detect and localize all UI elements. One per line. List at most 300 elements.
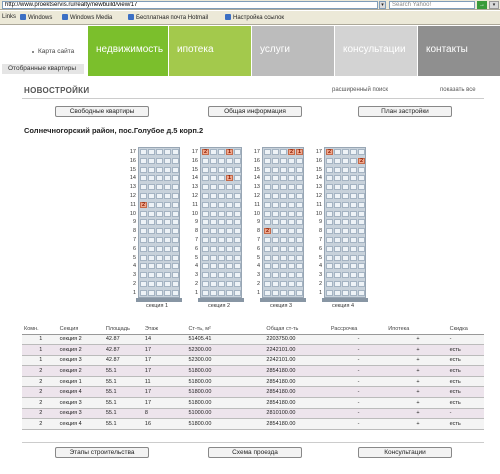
- column-header[interactable]: Рассрочка: [329, 325, 386, 334]
- apartment-cell: [334, 246, 341, 252]
- table-row[interactable]: [22, 387, 484, 398]
- apartment-cell: [272, 219, 279, 225]
- column-header[interactable]: Ст-ть, м²: [186, 325, 264, 334]
- floor-number: 15: [191, 166, 198, 173]
- apartment-cell: [264, 184, 271, 190]
- apartment-cell: [202, 158, 209, 164]
- apartment-cell: [218, 211, 225, 217]
- apartment-cell: [234, 184, 241, 190]
- table-cell: +: [386, 398, 447, 409]
- apartment-cell: [234, 167, 241, 173]
- page-icon: [20, 14, 26, 20]
- apartment-cell: [342, 158, 349, 164]
- apartment-cell: [148, 184, 155, 190]
- apartment-cell: [234, 149, 241, 155]
- floor-number: 16: [129, 157, 136, 164]
- bookmark-windows-media[interactable]: Windows Media: [62, 14, 112, 21]
- apartment-cell: [264, 193, 271, 199]
- apartment-cell: [264, 281, 271, 287]
- free-apartment[interactable]: 2: [141, 201, 146, 208]
- column-header[interactable]: Этаж: [143, 325, 187, 334]
- apartment-cell: [280, 184, 287, 190]
- apartment-cell: [172, 167, 179, 173]
- apartment-cell: [148, 281, 155, 287]
- apartment-cell: [148, 167, 155, 173]
- apartment-cell: [202, 272, 209, 278]
- free-apartment[interactable]: 1: [297, 149, 302, 155]
- apartment-cell: [334, 263, 341, 269]
- apartment-cell: [148, 228, 155, 234]
- table-cell: 2: [22, 398, 58, 409]
- apartment-cell: [234, 237, 241, 243]
- table-cell: -: [329, 355, 386, 366]
- table-row[interactable]: [22, 408, 484, 419]
- apartment-cell: [342, 255, 349, 261]
- apartment-cell: [210, 167, 217, 173]
- apartment-cell: [202, 246, 209, 252]
- apartment-cell: [358, 255, 365, 261]
- apartment-cell: [288, 272, 295, 278]
- apartment-cell: [218, 290, 225, 296]
- apartment-cell: [226, 255, 233, 261]
- apartment-cell: [342, 211, 349, 217]
- bookmark-hotmail[interactable]: Бесплатная почта Hotmail: [128, 14, 208, 21]
- apartment-cell: [234, 246, 241, 252]
- apartment-cell: [148, 211, 155, 217]
- route-map-button[interactable]: Схема проезда: [208, 447, 302, 458]
- apartment-cell: [234, 202, 241, 208]
- apartment-cell: [334, 149, 341, 155]
- apartment-cell: [164, 272, 171, 278]
- apartment-cell: [288, 193, 295, 199]
- column-header[interactable]: Площадь: [104, 325, 143, 334]
- apartment-cell: [334, 219, 341, 225]
- table-row[interactable]: [22, 398, 484, 409]
- floor-number: 9: [318, 219, 322, 226]
- apartment-cell: [156, 255, 163, 261]
- floor-number: 9: [132, 219, 136, 226]
- floor-number: 4: [132, 263, 136, 270]
- table-cell: 2: [22, 408, 58, 419]
- apartment-cell: [218, 246, 225, 252]
- apartment-cell: [234, 175, 241, 181]
- apartment-cell: [264, 263, 271, 269]
- floor-number: 10: [315, 210, 322, 217]
- table-cell: 1: [22, 334, 58, 345]
- apartment-cell: [226, 202, 233, 208]
- floor-number: 5: [318, 254, 322, 261]
- apartment-cell: [296, 158, 303, 164]
- apartment-cell: [272, 246, 279, 252]
- apartment-cell: [296, 290, 303, 296]
- consultations-button[interactable]: Консультации: [358, 447, 452, 458]
- apartment-cell: [334, 175, 341, 181]
- apartment-cell: [272, 167, 279, 173]
- apartment-cell: [272, 175, 279, 181]
- building-section: [262, 147, 304, 305]
- apartment-cell: [296, 184, 303, 190]
- table-cell: +: [386, 419, 447, 430]
- apartment-cell: [296, 255, 303, 261]
- table-cell: 55.1: [104, 398, 143, 409]
- apartment-cell: [272, 158, 279, 164]
- table-cell: 2854180.00: [264, 366, 328, 377]
- floor-number: 3: [256, 272, 260, 279]
- apartment-cell: [350, 193, 357, 199]
- apartment-cell: [342, 219, 349, 225]
- apartment-cell: [210, 158, 217, 164]
- floor-number: 13: [129, 184, 136, 191]
- apartment-cell: [140, 158, 147, 164]
- apartment-cell: [358, 272, 365, 278]
- apartment-cell: [280, 149, 287, 155]
- apartment-cell: [350, 228, 357, 234]
- apartment-cell: [288, 175, 295, 181]
- apartment-cell: [140, 272, 147, 278]
- table-cell: секция 3: [58, 408, 104, 419]
- apartment-cell: [140, 175, 147, 181]
- apartment-cell: [148, 246, 155, 252]
- apartment-cell: [280, 246, 287, 252]
- header-left: [0, 26, 90, 76]
- apartment-cell: [264, 202, 271, 208]
- section-base: [260, 298, 306, 302]
- floor-number: 10: [253, 210, 260, 217]
- apartment-cell: [226, 158, 233, 164]
- apartment-cell: [226, 184, 233, 190]
- apartment-cell: [226, 272, 233, 278]
- apartment-cell: [164, 175, 171, 181]
- free-apartment[interactable]: 1: [227, 175, 232, 182]
- floor-number: 6: [194, 245, 198, 252]
- apartment-cell: [280, 211, 287, 217]
- table-cell: 42.87: [104, 355, 143, 366]
- floor-number: 2: [256, 281, 260, 287]
- floor-number: 16: [315, 157, 322, 164]
- apartment-cell: [358, 246, 365, 252]
- apartment-cell: [280, 237, 287, 243]
- floor-number: 17: [191, 149, 198, 155]
- apartment-cell: [296, 167, 303, 173]
- apartment-cell: [164, 263, 171, 269]
- apartment-cell: [202, 237, 209, 243]
- apartment-cell: [342, 237, 349, 243]
- free-apartment[interactable]: 2: [203, 149, 208, 155]
- floor-number: 15: [129, 166, 136, 173]
- apartment-cell: [156, 175, 163, 181]
- bookmark-customize-links[interactable]: Настройка ссылок: [225, 14, 284, 21]
- table-cell: секция 2: [58, 366, 104, 377]
- table-cell: 2: [22, 376, 58, 387]
- table-cell: 2: [22, 387, 58, 398]
- floor-number: 11: [130, 201, 136, 208]
- floor-number: 12: [129, 193, 136, 199]
- tab-underline: [169, 72, 251, 76]
- apartment-cell: [288, 211, 295, 217]
- table-cell: 52300.00: [186, 355, 264, 366]
- apartment-cell: [280, 255, 287, 261]
- apartment-cell: [234, 263, 241, 269]
- apartment-cell: [172, 281, 179, 287]
- tab-consultations[interactable]: консультации: [335, 26, 417, 76]
- show-all-link[interactable]: показать все: [440, 87, 476, 93]
- free-apartment[interactable]: 2: [265, 228, 270, 235]
- apartment-cell: [218, 237, 225, 243]
- table-cell: 2854180.00: [264, 376, 328, 387]
- table-cell: секция 4: [58, 419, 104, 430]
- apartment-cell: [326, 237, 333, 243]
- table-cell: секция 1: [58, 376, 104, 387]
- apartment-cell: [288, 202, 295, 208]
- floor-number: 16: [253, 157, 260, 164]
- apartment-cell: [350, 158, 357, 164]
- table-cell: есть: [448, 387, 484, 398]
- table-cell: 55.1: [104, 376, 143, 387]
- general-info-button[interactable]: Общая информация: [208, 106, 302, 117]
- apartment-cell: [326, 219, 333, 225]
- apartment-cell: [342, 263, 349, 269]
- table-cell: 51800.00: [186, 387, 264, 398]
- site-plan-button[interactable]: План застройки: [358, 106, 452, 117]
- table-cell: 51800.00: [186, 366, 264, 377]
- bookmark-windows[interactable]: Windows: [20, 14, 52, 21]
- free-apartment[interactable]: 2: [327, 149, 332, 155]
- apartment-cell: [350, 149, 357, 155]
- apartment-cell: [210, 281, 217, 287]
- apartment-cell: [334, 272, 341, 278]
- apartment-cell: [148, 158, 155, 164]
- table-cell: 2854180.00: [264, 398, 328, 409]
- url-dropdown-icon[interactable]: ▾: [379, 1, 386, 9]
- table-cell: 14: [143, 334, 187, 345]
- free-apartment[interactable]: 2: [289, 149, 294, 155]
- apartment-cell: [164, 281, 171, 287]
- apartment-cell: [226, 281, 233, 287]
- apartment-cell: [350, 281, 357, 287]
- column-header[interactable]: Секция: [58, 325, 104, 334]
- floor-number: 15: [315, 166, 322, 173]
- apartment-cell: [148, 263, 155, 269]
- apartment-cell: [148, 290, 155, 296]
- apartment-cell: [218, 255, 225, 261]
- search-input[interactable]: Search Yahoo!: [389, 1, 475, 9]
- floor-number: 16: [191, 157, 198, 164]
- apartment-cell: [140, 281, 147, 287]
- tab-mortgage[interactable]: ипотека: [169, 26, 251, 76]
- apartment-cell: [218, 272, 225, 278]
- apartment-cell: [358, 202, 365, 208]
- table-cell: -: [329, 366, 386, 377]
- table-cell: 55.1: [104, 387, 143, 398]
- apartment-cell: [156, 263, 163, 269]
- table-cell: +: [386, 376, 447, 387]
- apartment-cell: [164, 149, 171, 155]
- apartment-cell: [296, 272, 303, 278]
- apartment-cell: [210, 193, 217, 199]
- apartment-cell: [272, 290, 279, 296]
- floor-number: 11: [192, 201, 198, 208]
- table-row[interactable]: [22, 345, 484, 356]
- apartment-cell: [140, 211, 147, 217]
- apartment-cell: [210, 263, 217, 269]
- apartment-cell: [202, 263, 209, 269]
- apartment-cell: [140, 246, 147, 252]
- apartment-cell: [342, 167, 349, 173]
- table-row[interactable]: [22, 355, 484, 366]
- apartment-cell: [202, 167, 209, 173]
- construction-stages-button[interactable]: Этапы строительства: [55, 447, 149, 458]
- table-cell: 51800.00: [186, 419, 264, 430]
- apartment-cell: [334, 167, 341, 173]
- apartment-cell: [350, 219, 357, 225]
- tab-realty[interactable]: недвижимость: [88, 26, 168, 76]
- apartment-cell: [272, 281, 279, 287]
- apartment-cell: [296, 237, 303, 243]
- free-apartment[interactable]: 2: [359, 157, 364, 164]
- apartment-cell: [210, 202, 217, 208]
- apartment-cell: [326, 184, 333, 190]
- apartment-cell: [202, 281, 209, 287]
- table-cell: 55.1: [104, 408, 143, 419]
- floor-number: 8: [132, 228, 136, 235]
- apartment-cell: [202, 228, 209, 234]
- apartment-cell: [210, 211, 217, 217]
- apartment-cell: [164, 228, 171, 234]
- apartment-cell: [342, 202, 349, 208]
- column-header[interactable]: Ипотека: [386, 325, 447, 334]
- floor-number: 11: [316, 201, 322, 208]
- floor-number: 10: [129, 210, 136, 217]
- apartment-cell: [326, 158, 333, 164]
- table-cell: секция 3: [58, 398, 104, 409]
- section-base: [136, 298, 182, 302]
- apartment-cell: [358, 290, 365, 296]
- apartment-cell: [218, 263, 225, 269]
- tab-underline: [335, 72, 417, 76]
- apartment-cell: [156, 167, 163, 173]
- apartment-cell: [358, 175, 365, 181]
- floor-number: 9: [194, 219, 198, 226]
- apartment-cell: [334, 211, 341, 217]
- apartment-cell: [288, 246, 295, 252]
- apartment-cell: [288, 237, 295, 243]
- floor-number: 17: [129, 149, 136, 155]
- apartment-cell: [156, 228, 163, 234]
- floor-number: 8: [318, 228, 322, 235]
- table-row[interactable]: [22, 366, 484, 377]
- url-input[interactable]: http://www.proektservis.ru/realty/newbuild/view/17: [2, 1, 378, 9]
- apartment-cell: [210, 237, 217, 243]
- table-cell: 16: [143, 419, 187, 430]
- table-cell: 51800.00: [186, 376, 264, 387]
- table-cell: -: [329, 419, 386, 430]
- table-row[interactable]: [22, 376, 484, 387]
- floor-number: 2: [132, 281, 136, 287]
- apartment-cell: [296, 193, 303, 199]
- apartment-cell: [164, 219, 171, 225]
- selected-apartments-link[interactable]: Отобранные квартиры: [2, 64, 84, 74]
- apartment-cell: [234, 255, 241, 261]
- apartment-cell: [272, 193, 279, 199]
- go-arrow-icon[interactable]: →: [479, 2, 485, 8]
- table-cell: 42.87: [104, 345, 143, 356]
- apartment-cell: [288, 255, 295, 261]
- table-cell: +: [386, 408, 447, 419]
- table-cell: -: [329, 345, 386, 356]
- apartment-cell: [334, 158, 341, 164]
- tab-services[interactable]: услуги: [252, 26, 334, 76]
- page-icon: [62, 14, 68, 20]
- apartment-cell: [334, 290, 341, 296]
- apartment-cell: [172, 272, 179, 278]
- apartment-cell: [234, 281, 241, 287]
- apartment-cell: [140, 149, 147, 155]
- column-header[interactable]: Общая ст-ть: [264, 325, 328, 334]
- apartment-cell: [172, 202, 179, 208]
- table-row[interactable]: [22, 334, 484, 345]
- apartment-cell: [264, 158, 271, 164]
- floor-number: 4: [194, 263, 198, 270]
- table-cell: +: [386, 355, 447, 366]
- sitemap-link[interactable]: Карта сайта: [38, 48, 75, 55]
- table-cell: секция 4: [58, 387, 104, 398]
- apartment-cell: [264, 167, 271, 173]
- floor-number: 12: [315, 193, 322, 199]
- table-cell: 2203750.00: [264, 334, 328, 345]
- apartment-cell: [358, 193, 365, 199]
- apartment-cell: [326, 255, 333, 261]
- apartment-cell: [202, 175, 209, 181]
- apartment-cell: [210, 255, 217, 261]
- apartment-cell: [234, 272, 241, 278]
- apartment-cell: [334, 281, 341, 287]
- floor-number: 1: [194, 289, 198, 296]
- floor-number: 7: [132, 237, 136, 243]
- apartment-cell: [280, 263, 287, 269]
- table-cell: 17: [143, 345, 187, 356]
- apartment-cell: [218, 184, 225, 190]
- apartment-cell: [234, 211, 241, 217]
- extended-search-link[interactable]: расширенный поиск: [332, 87, 389, 93]
- apartment-cell: [280, 290, 287, 296]
- apartment-cell: [264, 175, 271, 181]
- tab-contacts[interactable]: контакты: [418, 26, 500, 76]
- apartment-cell: [156, 202, 163, 208]
- apartment-cell: [334, 202, 341, 208]
- apartment-cell: [164, 255, 171, 261]
- apartment-cell: [164, 202, 171, 208]
- apartment-cell: [226, 228, 233, 234]
- search-options-icon[interactable]: ▾: [489, 1, 499, 9]
- apartment-cell: [272, 263, 279, 269]
- apartment-cell: [156, 237, 163, 243]
- apartment-cell: [226, 167, 233, 173]
- column-header[interactable]: Скидка: [448, 325, 484, 334]
- apartment-cell: [280, 193, 287, 199]
- table-row[interactable]: [22, 419, 484, 430]
- column-header[interactable]: Комн.: [22, 325, 58, 334]
- free-apartment[interactable]: 1: [227, 149, 232, 155]
- apartment-cell: [148, 149, 155, 155]
- apartment-cell: [210, 149, 217, 155]
- free-apartments-button[interactable]: Свободные квартиры: [55, 106, 149, 117]
- apartment-cell: [172, 211, 179, 217]
- building-section: [324, 147, 366, 305]
- apartment-cell: [296, 281, 303, 287]
- apartment-cell: [164, 167, 171, 173]
- apartment-cell: [226, 290, 233, 296]
- table-cell: есть: [448, 376, 484, 387]
